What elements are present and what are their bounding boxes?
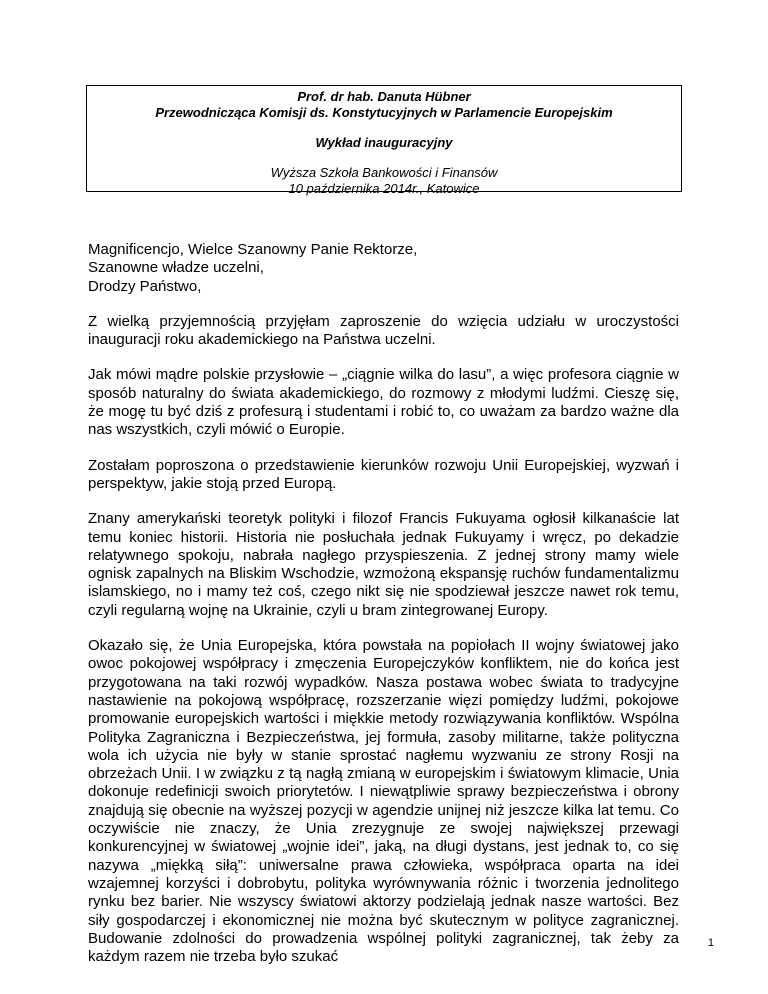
greeting-line: Drodzy Państwo,	[88, 277, 202, 295]
institution: Wyższa Szkoła Bankowości i Finansów	[270, 165, 498, 180]
paragraph: Jak mówi mądre polskie przysłowie – „ciągnie wilka do lasu”, a więc profesora ciągnie w sposób naturalny do świata akademickiego, do rozmowy z młodymi ludźmi. Cieszę się, że mogę tu być dziś z profesurą i studentami i robić to, co uważam za bardzo ważne dla nas wszystkich, czyli mówić o Europie.	[88, 366, 679, 439]
lecture-type: Wykład inauguracyjny	[315, 135, 453, 150]
paragraph: Okazało się, że Unia Europejska, która powstała na popiołach II wojny światowej jako owoc pokojowej współpracy i zmęczenia Europejczyków konfliktem, nie do końca jest przygotowana na taki rozwój wypadków. Nasza postawa wobec świata to tradycyjne nastawienie na pokojową współpracę, rozszerzanie więzi pomiędzy ludźmi, pokojowe promowanie europejskich wartości i miękkie metody rozwiązywania konfliktów. Wspólna Polityka Zagraniczna i Bezpieczeństwa, jej formuła, zasoby militarne, także polityczna wola ich użycia nie były w stanie sprostać nagłemu wyzwaniu ze strony Rosji na obrzeżach Unii. I w związku z tą nagłą zmianą w europejskim i światowym klimacie, Unia dokonuje redefinicji swoich priorytetów. I niewątpliwie sprawy bezpieczeństwa i obrony znajdują się obecnie na wyższej pozycji w agendzie unijnej niż jeszcze kilka lat temu. Co oczywiście nie znaczy, że Unia zrezygnuje ze swojej największej przewagi konkurencyjnej w światowej „wojnie idei”, jaką, na długi dystans, jest jednak to, co się nazywa „miękką siłą”: uniwersalne prawa człowieka, współpraca oparta na idei wzajemnej korzyści i dobrobytu, polityka wyrównywania różnic i tworzenia jednolitego rynku bez barier. Nie wszyscy światowi aktorzy podzielają jednak nasze wartości. Bez siły gospodarczej i ekonomicznej nie można być skutecznym w polityce zagranicznej. Budowanie zdolności do prowadzenia wspólnej polityki zagranicznej, tak żeby za każdym razem nie trzeba było szukać	[88, 637, 679, 966]
greeting-line: Magnificencjo, Wielce Szanowny Panie Rektorze,	[88, 241, 418, 258]
paragraph: Znany amerykański teoretyk polityki i filozof Francis Fukuyama ogłosił kilkanaście lat temu koniec historii. Historia nie posłuchała jednak Fukuyamy i wręcz, po dekadzie relatywnego spokoju, nabrała nagłego przyspieszenia. Z jednej strony mamy wiele ognisk zapalnych na Bliskim Wschodzie, wzmożoną ekspansję ruchów fundamentalizmu islamskiego, no i mamy też coś, czego nikt się nie spodziewał jeszcze nawet rok temu, czyli regularną wojnę na Ukrainie, czyli u bram zintegrowanej Europy.	[88, 510, 679, 619]
author-role: Przewodnicząca Komisji ds. Konstytucyjnych w Parlamencie Europejskim	[155, 105, 613, 120]
greeting-line: Szanowne władze uczelni,	[88, 259, 264, 277]
author-name: Prof. dr hab. Danuta Hübner	[297, 89, 471, 104]
document-body	[88, 224, 679, 983]
paragraph: Z wielką przyjemnością przyjęłam zaproszenie do wzięcia udziału w uroczystości inauguracji roku akademickiego na Państwa uczelni.	[88, 312, 679, 349]
page-number: 1	[707, 937, 714, 949]
paragraph: Zostałam poproszona o przedstawienie kierunków rozwoju Unii Europejskiej, wyzwań i perspektyw, jakie stoją przed Europą.	[88, 456, 679, 492]
date-place: 10 października 2014r., Katowice	[288, 181, 480, 196]
header-box	[86, 85, 682, 196]
